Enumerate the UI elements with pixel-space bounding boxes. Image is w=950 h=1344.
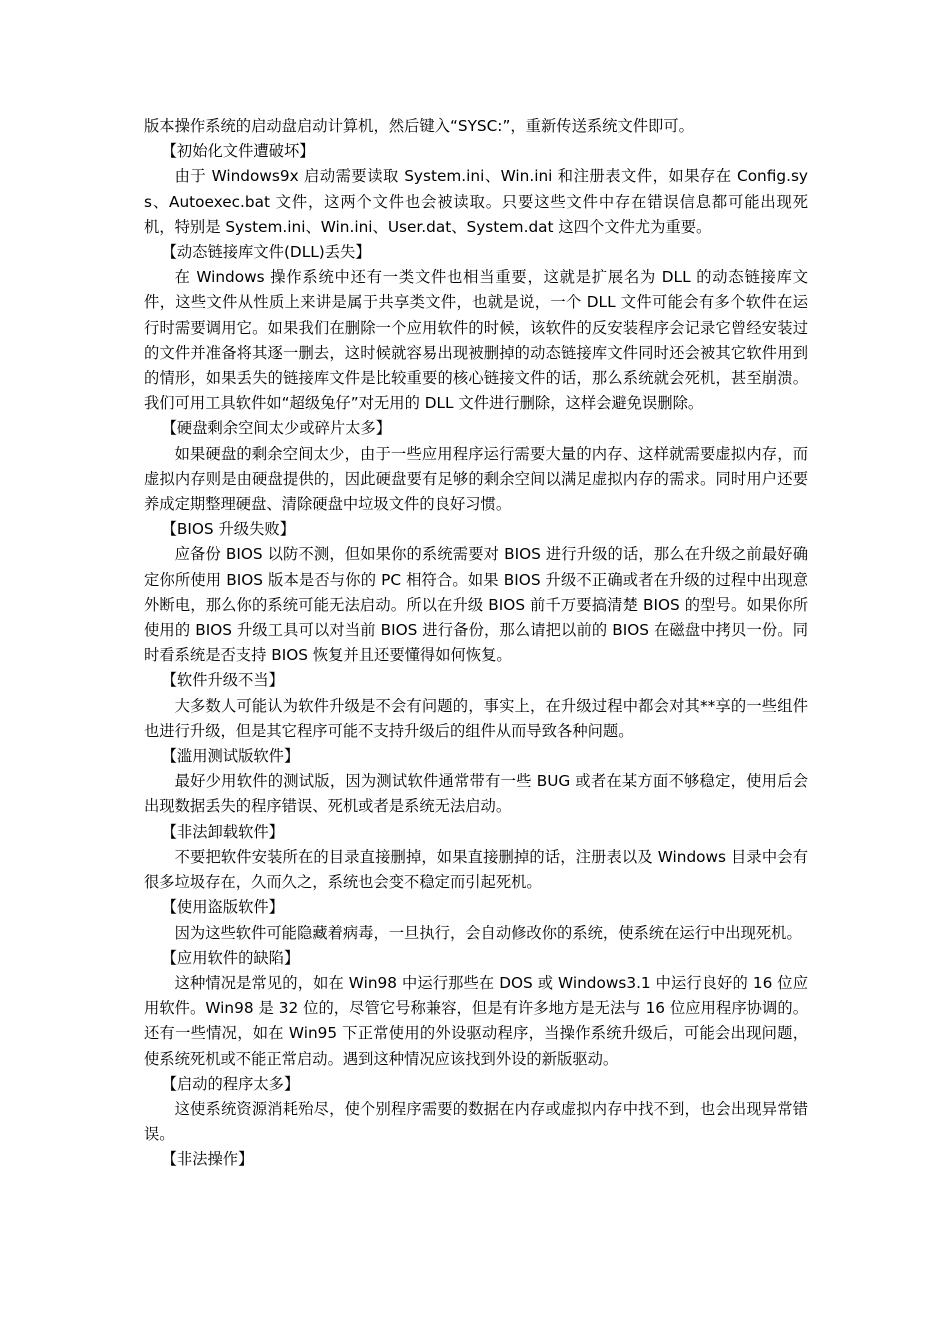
section-heading-pirated-software: 【使用盗版软件】 xyxy=(161,898,284,917)
section-body-dll: 在 Windows 操作系统中还有一类文件也相当重要，这就是扩展名为 DLL 的动态链接库文件，这些文件从性质上来讲是属于共享类文件，也就是说，一个 DLL 文件可能会有多个软件在运行时需要调用它。如果我们在删除一个应用软件的时候，该软件的反安装程序会记录它曾经安装过的文件并准备将其逐一删去，这时候就容易出现被删掉的动态链接库文件同时还会被其它软件用到的情形，如果丢失的链接库文件是比较重要的核心链接文件的话，那么系统就会死机，甚至崩溃。我们可用工具软件如“超级兔仔”对无用的 DLL 文件进行删除，这样会避免误删除。 xyxy=(144,268,808,413)
document-page xyxy=(144,114,808,1173)
section-body-too-many-programs: 这使系统资源消耗殆尽，使个别程序需要的数据在内存或虚拟内存中找不到，也会出现异常错误。 xyxy=(144,1099,808,1144)
section-heading-beta-software: 【滥用测试版软件】 xyxy=(161,747,300,766)
section-body-illegal-uninstall: 不要把软件安装所在的目录直接删掉，如果直接删掉的话，注册表以及 Windows 目录中会有很多垃圾存在，久而久之，系统也会变不稳定而引起死机。 xyxy=(144,847,808,892)
section-body-software-upgrade: 大多数人可能认为软件升级是不会有问题的，事实上，在升级过程中都会对其**享的一些组件也进行升级，但是其它程序可能不支持升级后的组件从而导致各种问题。 xyxy=(144,696,808,740)
section-body-app-defects: 这种情况是常见的，如在 Win98 中运行那些在 DOS 或 Windows3.1 中运行良好的 16 位应用软件。Win98 是 32 位的，尽管它号称兼容，但是有许多地方是无法与 16 位应用程序协调的。还有一些情况，如在 Win95 下正常使用的外设驱动程序，当操作系统升级后，可能会出现问题，使系统死机或不能正常启动。遇到这种情况应该找到外设的新版驱动。 xyxy=(144,973,808,1068)
intro-paragraph: 版本操作系统的启动盘启动计算机，然后键入“SYSC:”，重新传送系统文件即可。 xyxy=(144,117,694,135)
section-body-bios: 应备份 BIOS 以防不测，但如果你的系统需要对 BIOS 进行升级的话，那么在升级之前最好确定你所使用 BIOS 版本是否与你的 PC 相符合。如果 BIOS 升级不正确或者在升级的过程中出现意外断电，那么你的系统可能无法启动。所以在升级 BIOS 前千万要搞清楚 BIOS 的型号。如果你所使用的 BIOS 升级工具可以对当前 BIOS 进行备份，那么请把以前的 BIOS 在磁盘中拷贝一份。同时看系统是否支持 BIOS 恢复并且还要懂得如何恢复。 xyxy=(144,545,808,665)
section-heading-software-upgrade: 【软件升级不当】 xyxy=(161,671,284,690)
section-body-beta-software: 最好少用软件的测试版，因为测试软件通常带有一些 BUG 或者在某方面不够稳定，使用后会出现数据丢失的程序错误、死机或者是系统无法启动。 xyxy=(144,772,808,816)
section-heading-illegal-uninstall: 【非法卸载软件】 xyxy=(161,822,284,841)
section-heading-too-many-programs: 【启动的程序太多】 xyxy=(161,1074,300,1093)
section-body-ini-files: 由于 Windows9x 启动需要读取 System.ini、Win.ini 和注册表文件，如果存在 Config.sys、Autoexec.bat 文件，这两个文件也会被读取。只要这些文件中存在错误信息都可能出现死机，特别是 System.ini、Win.ini、User.dat、System.dat 这四个文件尤为重要。 xyxy=(144,167,808,236)
section-heading-bios: 【BIOS 升级失败】 xyxy=(161,520,295,539)
section-heading-app-defects: 【应用软件的缺陷】 xyxy=(161,948,300,967)
section-heading-ini-files: 【初始化文件遭破坏】 xyxy=(161,142,315,161)
section-body-disk-space: 如果硬盘的剩余空间太少，由于一些应用程序运行需要大量的内存、这样就需要虚拟内存，而虚拟内存则是由硬盘提供的，因此硬盘要有足够的剩余空间以满足虚拟内存的需求。同时用户还要养成定期整理硬盘、清除硬盘中垃圾文件的良好习惯。 xyxy=(144,444,808,514)
section-heading-disk-space: 【硬盘剩余空间太少或碎片太多】 xyxy=(161,419,392,438)
section-heading-dll: 【动态链接库文件(DLL)丢失】 xyxy=(161,243,371,262)
section-body-pirated-software: 因为这些软件可能隐藏着病毒，一旦执行，会自动修改你的系统，使系统在运行中出现死机。 xyxy=(174,923,802,942)
section-heading-illegal-operation: 【非法操作】 xyxy=(161,1150,254,1169)
